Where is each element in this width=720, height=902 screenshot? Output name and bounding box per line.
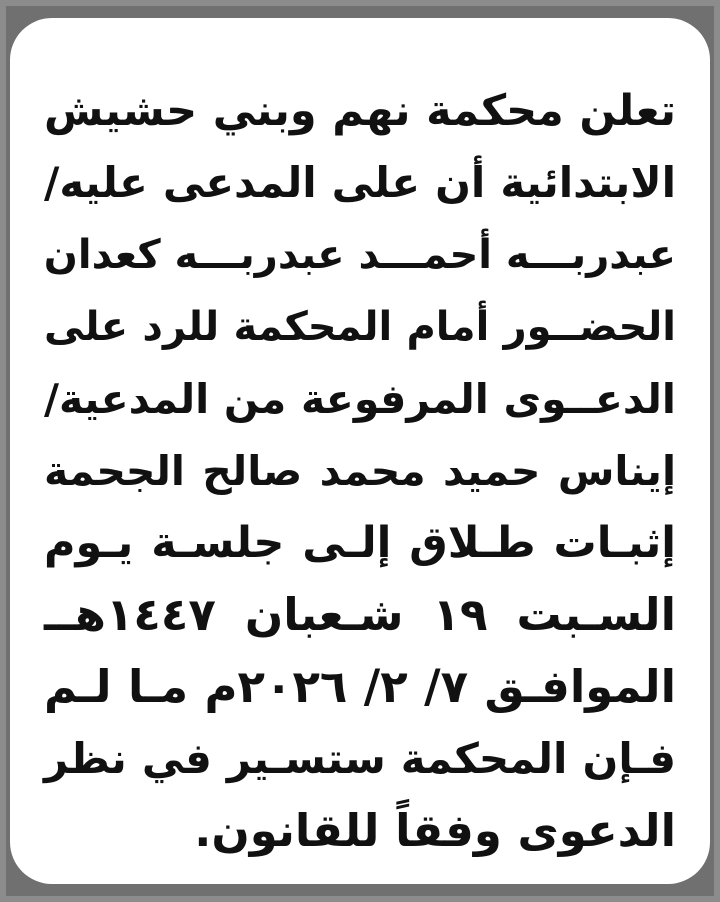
notice-line-4: الحضــور أمام المحكمة للرد على <box>44 304 676 350</box>
notice-line-3: عبدربـــه أحمـــد عبدربـــه كعدان <box>43 232 676 278</box>
notice-line-1: تعلن محكمة نهم وبني حشيش <box>44 86 676 136</box>
notice-line-6: إيناس حميد محمد صالح الجحمة <box>44 447 676 495</box>
notice-line-7: إثبـات طـلاق إلـى جلسـة يـوم <box>44 518 676 568</box>
notice-line-11: الدعوى وفقاً للقانون. <box>194 804 676 857</box>
notice-card <box>10 18 710 884</box>
notice-line-2: الابتدائية أن على المدعى عليه/ <box>44 158 676 207</box>
notice-line-9: الموافـق ٧/ ٢/ ٢٠٢٦م مـا لـم <box>44 660 676 713</box>
notice-line-8: السـبت ١٩ شـعبان ١٤٤٧هــ <box>44 588 676 641</box>
notice-line-10: فـإن المحكمة ستسـير في نظر <box>44 734 676 783</box>
notice-line-5: الدعــوى المرفوعة من المدعية/ <box>44 375 676 423</box>
